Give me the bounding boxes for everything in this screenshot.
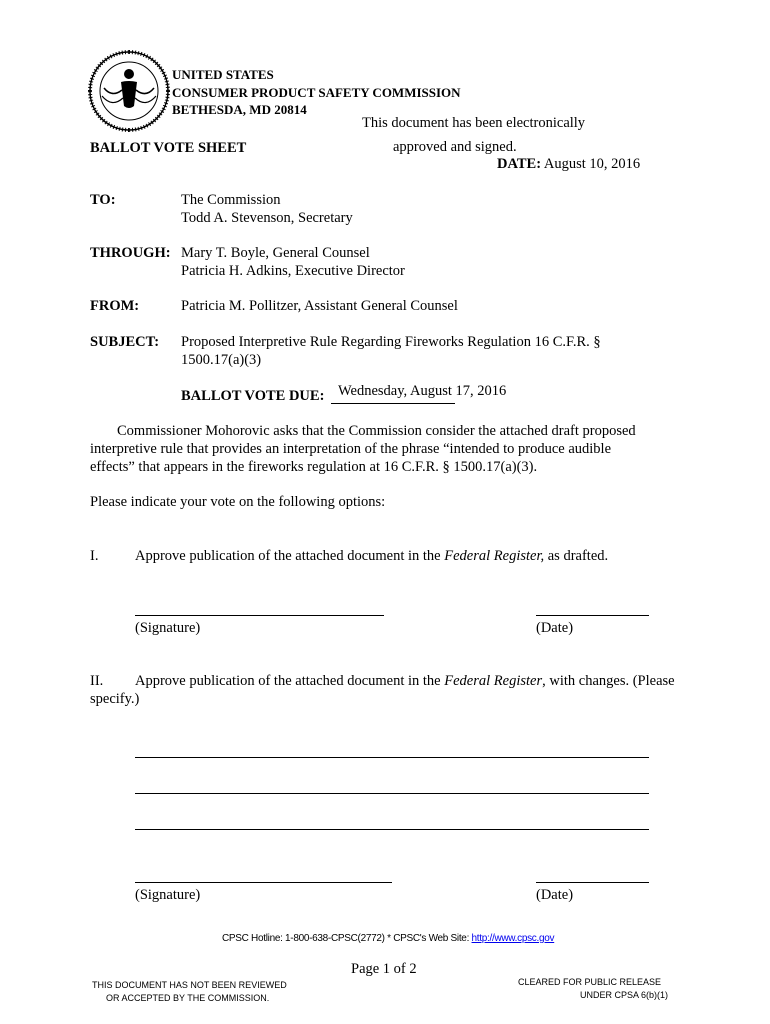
- option-2-date-label: (Date): [536, 887, 574, 903]
- cpsc-seal-logo: [88, 50, 170, 132]
- seal-icon: [88, 50, 170, 132]
- from-line-1: Patricia M. Pollitzer, Assistant General Counsel: [181, 298, 458, 314]
- date-label: DATE:: [497, 156, 542, 172]
- option-1-number: I.: [90, 548, 99, 564]
- ballot-due-label: BALLOT VOTE DUE:: [181, 388, 325, 404]
- body-para-line-3: effects” that appears in the fireworks regulation at 16 C.F.R. § 1500.17(a)(3).: [90, 459, 538, 475]
- subject-line-1: Proposed Interpretive Rule Regarding Fireworks Regulation 16 C.F.R. §: [181, 334, 601, 350]
- footer-cleared-1: CLEARED FOR PUBLIC RELEASE: [518, 977, 662, 987]
- footer-not-reviewed-1: THIS DOCUMENT HAS NOT BEEN REVIEWED: [92, 980, 287, 990]
- option-2-changes-line-1[interactable]: [135, 757, 649, 758]
- option-2-signature-line[interactable]: [135, 882, 392, 883]
- option-1-date-label: (Date): [536, 620, 574, 636]
- ballot-due-value: Wednesday, August 17, 2016: [338, 383, 507, 399]
- from-label: FROM:: [90, 298, 140, 314]
- agency-line-1: UNITED STATES: [172, 67, 274, 82]
- option-2-text-line-2: specify.): [90, 691, 140, 707]
- to-line-1: The Commission: [181, 192, 281, 208]
- footer-not-reviewed-2: OR ACCEPTED BY THE COMMISSION.: [106, 993, 270, 1003]
- option-1-text-post: as drafted.: [544, 548, 609, 564]
- option-1-signature-label: (Signature): [135, 620, 201, 636]
- date-line: [497, 155, 640, 173]
- to-line-2: Todd A. Stevenson, Secretary: [181, 210, 353, 226]
- page-title: BALLOT VOTE SHEET: [90, 140, 247, 156]
- ballot-due-underline: [331, 403, 455, 404]
- option-1-text-pre: Approve publication of the attached document in the: [135, 548, 445, 564]
- vote-instruction: Please indicate your vote on the following options:: [90, 494, 386, 510]
- esign-line-1: This document has been electronically: [362, 115, 586, 131]
- option-2-date-line[interactable]: [536, 882, 649, 883]
- option-1-text: [135, 547, 608, 565]
- option-2-changes-line-2[interactable]: [135, 793, 649, 794]
- body-para-line-1: Commissioner Mohorovic asks that the Commission consider the attached draft proposed: [117, 423, 636, 439]
- agency-line-3: BETHESDA, MD 20814: [172, 102, 307, 117]
- hotline-text: CPSC Hotline: 1-800-638-CPSC(2772) * CPSC's Web Site:: [222, 933, 472, 944]
- subject-line-2: 1500.17(a)(3): [181, 352, 262, 368]
- body-para-line-2: interpretive rule that provides an interpretation of the phrase “intended to produce audible: [90, 441, 612, 457]
- date-value: August 10, 2016: [543, 156, 641, 172]
- through-label: THROUGH:: [90, 245, 171, 261]
- esign-line-2: approved and signed.: [393, 139, 517, 155]
- through-line-2: Patricia H. Adkins, Executive Director: [181, 263, 405, 279]
- subject-label: SUBJECT:: [90, 334, 160, 350]
- option-1-signature-line[interactable]: [135, 615, 384, 616]
- agency-line-2: CONSUMER PRODUCT SAFETY COMMISSION: [172, 85, 461, 100]
- option-2-changes-line-3[interactable]: [135, 829, 649, 830]
- option-2-text-post: , with changes. (Please: [542, 673, 675, 689]
- option-2-signature-label: (Signature): [135, 887, 201, 903]
- option-2-text: [135, 672, 675, 690]
- option-2-number: II.: [90, 673, 104, 689]
- option-2-federal-register: Federal Register: [444, 673, 543, 689]
- footer-hotline: [222, 933, 554, 944]
- through-line-1: Mary T. Boyle, General Counsel: [181, 245, 370, 261]
- page-number: Page 1 of 2: [351, 961, 417, 977]
- cpsc-website-link[interactable]: http://www.cpsc.gov: [471, 933, 555, 944]
- footer-cleared-2: UNDER CPSA 6(b)(1): [580, 990, 669, 1000]
- to-label: TO:: [90, 192, 116, 208]
- option-1-federal-register: Federal Register,: [444, 548, 545, 564]
- option-1-date-line[interactable]: [536, 615, 649, 616]
- option-2-text-pre: Approve publication of the attached document in the: [135, 673, 445, 689]
